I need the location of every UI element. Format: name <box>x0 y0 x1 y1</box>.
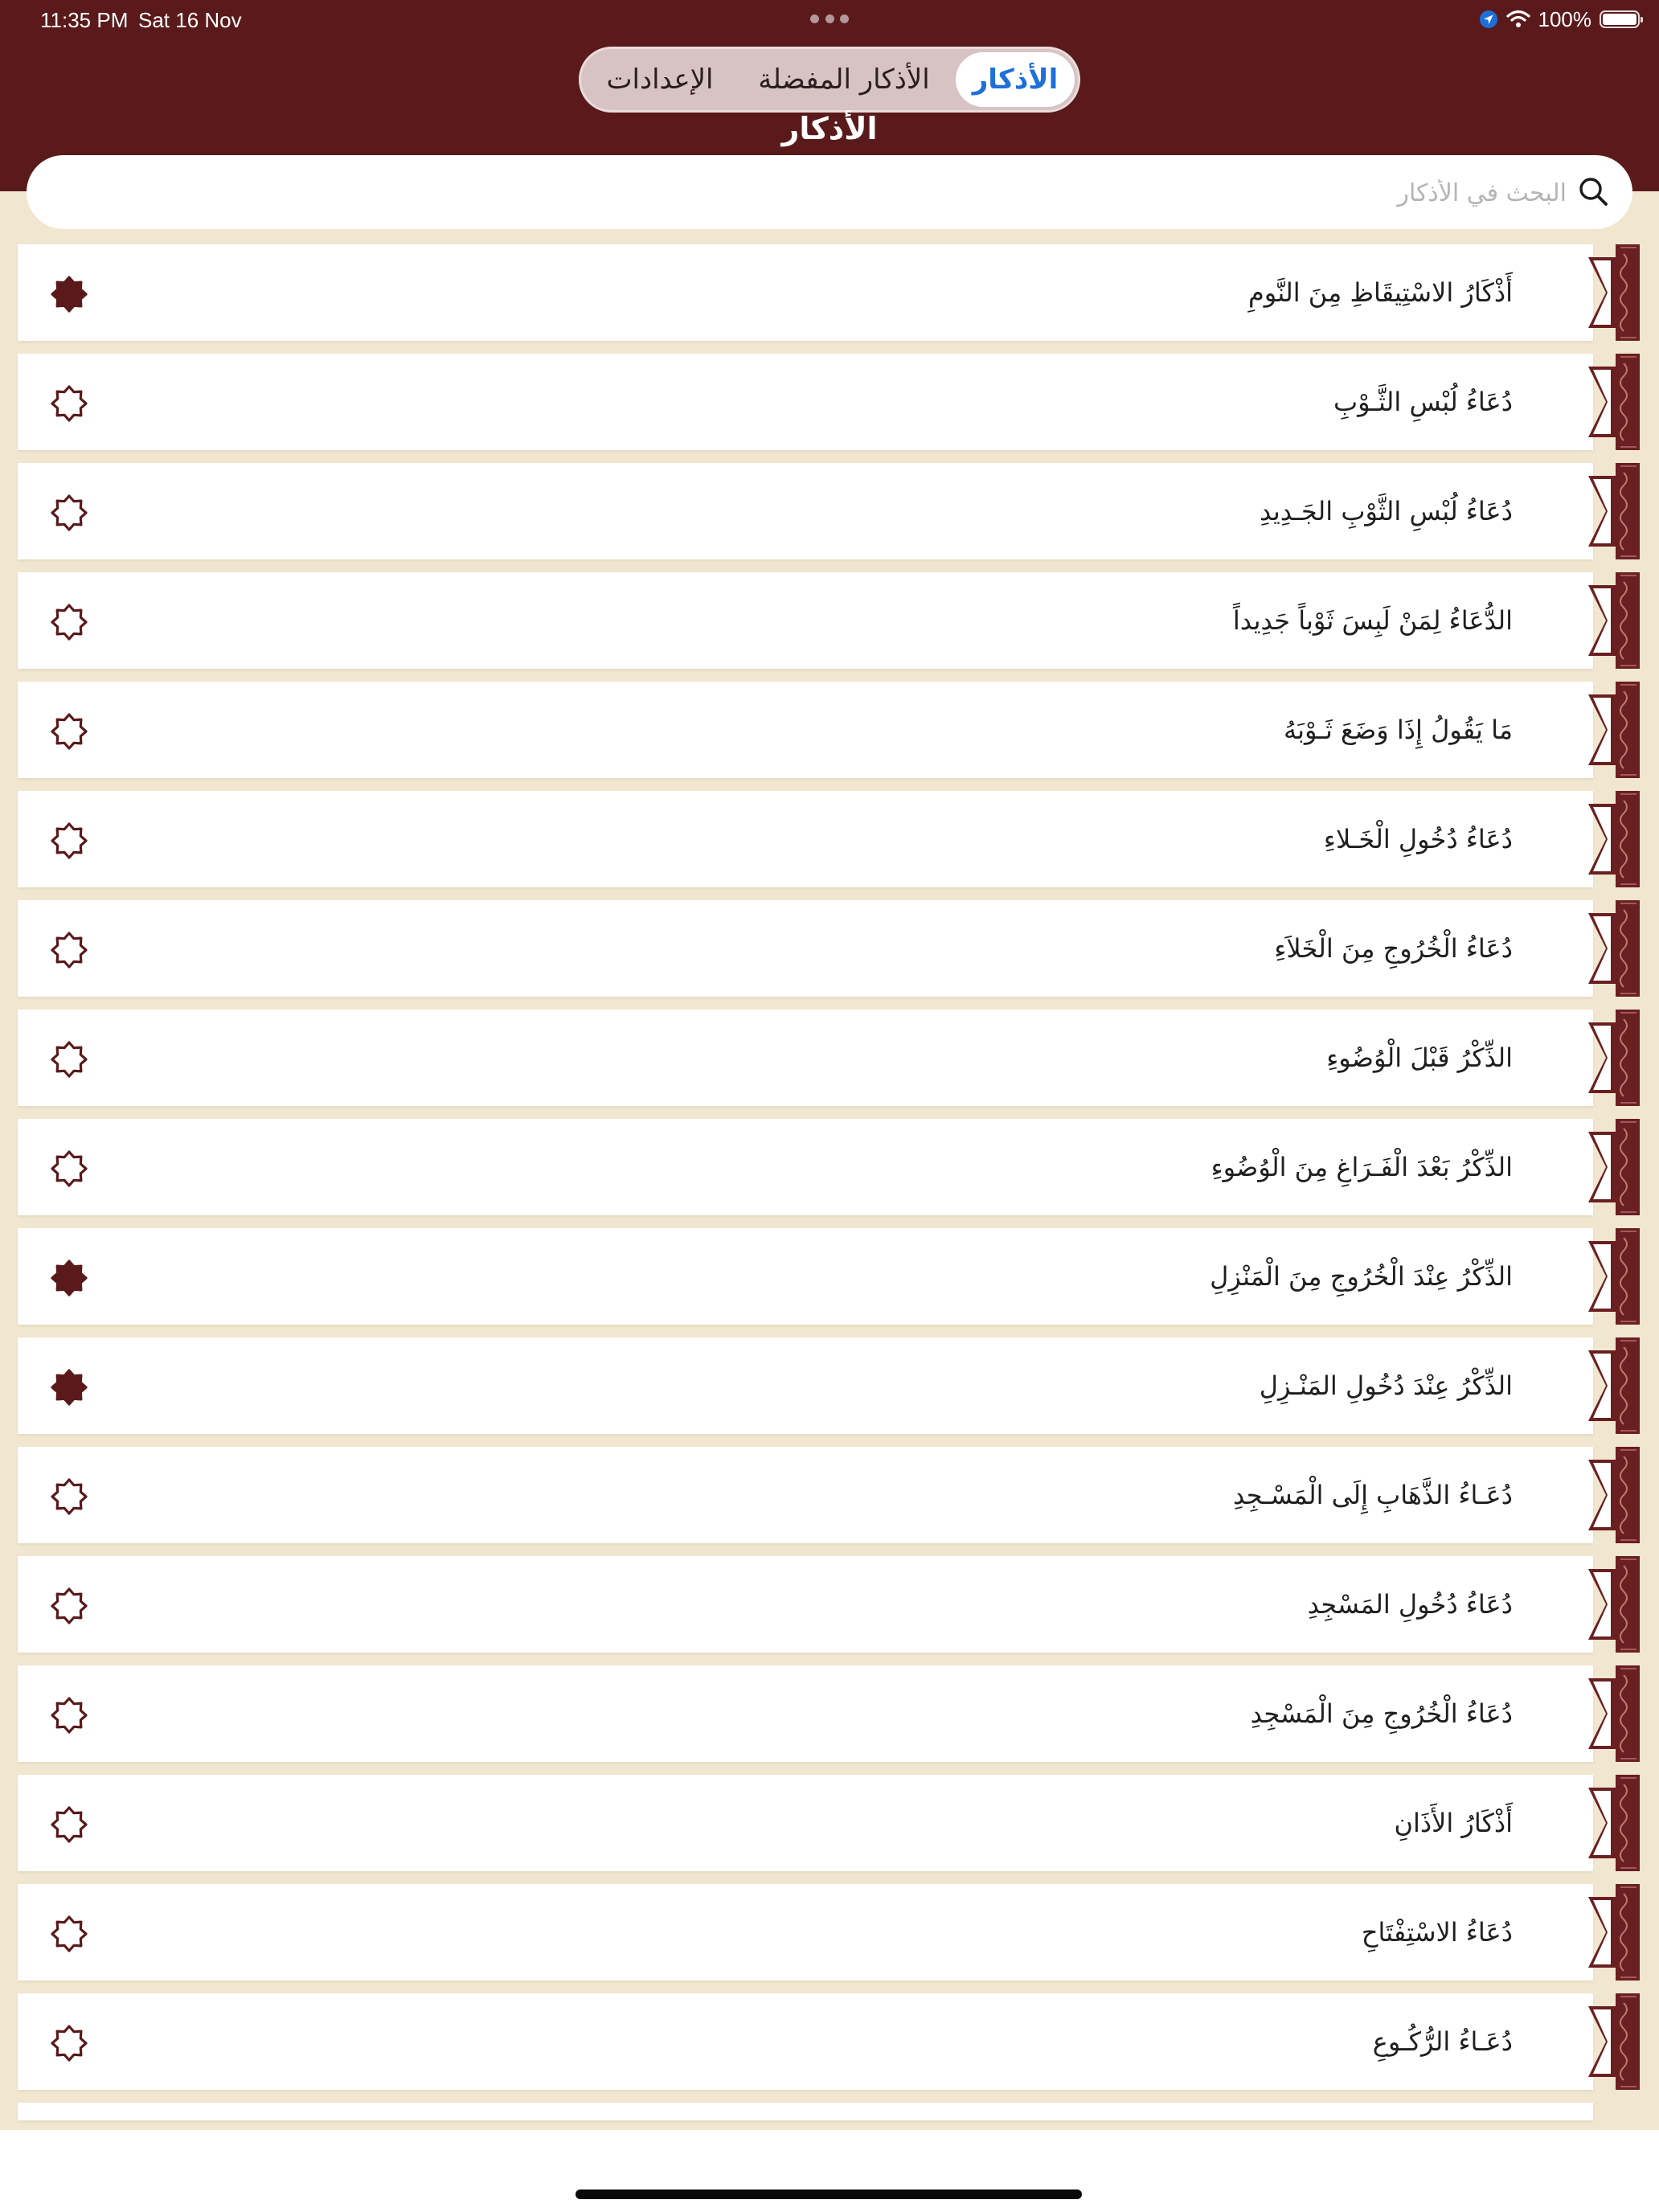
favorite-star-outline-icon[interactable] <box>50 1477 88 1516</box>
row-ornament-ribbon <box>1588 463 1640 559</box>
row-ornament-ribbon <box>1588 1119 1640 1215</box>
list-item-card[interactable] <box>18 1993 1593 2090</box>
row-ornament-ribbon <box>1588 1447 1640 1543</box>
status-time: 11:35 PM <box>40 8 129 32</box>
favorite-star-filled-icon[interactable] <box>50 1368 88 1407</box>
list-item-card[interactable] <box>18 1447 1593 1543</box>
list-item-label: دُعَاءُ لُبْسِ الثَّـوْبِ <box>1333 387 1513 417</box>
list-item-card[interactable] <box>18 682 1593 778</box>
row-ornament-ribbon <box>1588 791 1640 887</box>
favorite-star-outline-icon[interactable] <box>50 2024 88 2062</box>
list-item[interactable] <box>0 354 1659 463</box>
multitasking-dots-icon[interactable] <box>810 14 849 24</box>
search-bar[interactable] <box>27 155 1632 229</box>
list-item[interactable] <box>0 1665 1659 1775</box>
row-ornament-ribbon <box>1588 1337 1640 1434</box>
row-ornament-ribbon <box>1588 244 1640 341</box>
list-item-label: الدُّعَاءُ لِمَنْ لَبِسَ ثَوْباً جَدِيداً <box>1232 605 1513 636</box>
tab-settings[interactable]: الإعدادات <box>606 63 714 96</box>
list-item[interactable] <box>0 1993 1659 2103</box>
list-item-label: دُعَاءُ لُبْسِ الثَّوْبِ الجَـدِيدِ <box>1260 496 1513 526</box>
favorite-star-outline-icon[interactable] <box>50 384 88 423</box>
battery-level <box>1603 14 1636 25</box>
home-indicator[interactable] <box>576 2189 1082 2199</box>
list-item[interactable] <box>0 1556 1659 1665</box>
favorite-star-outline-icon[interactable] <box>50 1696 88 1735</box>
list-item-card[interactable] <box>18 244 1593 341</box>
row-ornament-ribbon <box>1588 1884 1640 1981</box>
row-ornament-ribbon <box>1588 1228 1640 1325</box>
row-ornament-ribbon <box>1588 1993 1640 2090</box>
search-icon <box>1576 174 1610 208</box>
list-item-card[interactable] <box>18 1665 1593 1762</box>
favorite-star-outline-icon[interactable] <box>50 1587 88 1625</box>
list-item[interactable] <box>0 572 1659 682</box>
list-item-card[interactable] <box>18 2103 1593 2120</box>
list-item-label: دُعَاءُ الْخُرُوجِ مِنَ الْمَسْجِدِ <box>1250 1698 1513 1729</box>
list-item[interactable] <box>0 244 1659 354</box>
wifi-icon <box>1506 10 1530 29</box>
favorite-star-outline-icon[interactable] <box>50 712 88 751</box>
page-title: الأذكار <box>781 111 878 146</box>
list-item-label: دُعَـاءُ الذَّهَابِ إِلَى الْمَسْـجِدِ <box>1232 1480 1513 1510</box>
list-item-card[interactable] <box>18 1775 1593 1871</box>
list-item[interactable] <box>0 900 1659 1010</box>
list-item-card[interactable] <box>18 1556 1593 1653</box>
row-ornament-ribbon <box>1588 354 1640 450</box>
list-item[interactable] <box>0 791 1659 900</box>
battery-icon <box>1600 10 1640 28</box>
location-arrow-icon <box>1479 10 1498 29</box>
row-ornament-ribbon <box>1588 572 1640 669</box>
list-item[interactable] <box>0 1228 1659 1337</box>
list-item-card[interactable] <box>18 1119 1593 1215</box>
row-ornament-ribbon <box>1588 682 1640 778</box>
list-item-label: دُعَـاءُ الرُّكُـوعِ <box>1372 2026 1513 2057</box>
list-item[interactable] <box>0 1775 1659 1884</box>
list-item-card[interactable] <box>18 572 1593 669</box>
tab-favorite-athkar[interactable]: الأذكار المفضلة <box>758 63 930 96</box>
athkar-list <box>0 244 1659 2212</box>
favorite-star-outline-icon[interactable] <box>50 931 88 969</box>
favorite-star-outline-icon[interactable] <box>50 1805 88 1844</box>
battery-percentage: 100% <box>1538 6 1591 31</box>
list-item-label: مَا يَقُولُ إِذَا وَضَعَ ثَـوْبَهُ <box>1283 715 1513 745</box>
row-ornament-ribbon <box>1588 900 1640 997</box>
list-item-label: الذِّكْرُ بَعْدَ الْفَـرَاغِ مِنَ الْوُضُوءِ <box>1210 1152 1513 1182</box>
bottom-safe-area <box>0 2130 1659 2212</box>
status-indicators <box>1479 5 1641 34</box>
favorite-star-filled-icon[interactable] <box>50 1259 88 1297</box>
favorite-star-outline-icon[interactable] <box>50 821 88 860</box>
favorite-star-outline-icon[interactable] <box>50 603 88 641</box>
list-item-label: أَذْكَارُ الاسْتِيقَاظِ مِنَ النَّومِ <box>1247 277 1513 308</box>
list-item-card[interactable] <box>18 354 1593 450</box>
search-input[interactable] <box>118 155 1568 231</box>
list-item-label: دُعَاءُ دُخُولِ الْخَـلاءِ <box>1323 824 1513 854</box>
list-item-label: دُعَاءُ الاسْتِفْتَاحِ <box>1361 1917 1513 1948</box>
tab-athkar[interactable]: الأذكار <box>956 52 1075 107</box>
favorite-star-filled-icon[interactable] <box>50 275 88 313</box>
list-item-label: الذِّكْرُ عِنْدَ الْخُرُوجِ مِنَ الْمَنْزِلِ <box>1210 1261 1513 1292</box>
list-item-label: الذِّكْرُ عِنْدَ دُخُولِ المَنْـزِلِ <box>1259 1370 1513 1401</box>
list-item-label: دُعَاءُ الْخُرُوجِ مِنَ الْخَلاَءِ <box>1274 933 1513 964</box>
list-item[interactable] <box>0 1337 1659 1447</box>
favorite-star-outline-icon[interactable] <box>50 494 88 532</box>
list-item-card[interactable] <box>18 791 1593 887</box>
list-item-label: أَذْكَارُ الأَذَانِ <box>1394 1808 1513 1838</box>
list-item-card[interactable] <box>18 1337 1593 1434</box>
list-item-label: دُعَاءُ دُخُولِ المَسْجِدِ <box>1307 1589 1513 1620</box>
favorite-star-outline-icon[interactable] <box>50 1040 88 1079</box>
status-date: Sat 16 Nov <box>138 8 242 32</box>
list-item[interactable] <box>0 463 1659 572</box>
list-item-card[interactable] <box>18 463 1593 559</box>
row-ornament-ribbon <box>1588 1775 1640 1871</box>
list-item[interactable] <box>0 1119 1659 1228</box>
list-item-label: الذِّكْرُ قَبْلَ الْوُضُوءِ <box>1326 1043 1513 1073</box>
row-ornament-ribbon <box>1588 1665 1640 1762</box>
list-item-card[interactable] <box>18 1010 1593 1106</box>
list-item-card[interactable] <box>18 900 1593 997</box>
tab-segmented-control <box>579 47 1080 113</box>
list-item-card[interactable] <box>18 1884 1593 1981</box>
list-item[interactable] <box>0 682 1659 791</box>
list-item[interactable] <box>0 1447 1659 1556</box>
list-item[interactable] <box>0 1010 1659 1119</box>
favorite-star-outline-icon[interactable] <box>50 1915 88 1953</box>
row-ornament-ribbon <box>1588 1556 1640 1653</box>
favorite-star-outline-icon[interactable] <box>50 1149 88 1188</box>
list-item[interactable] <box>0 1884 1659 1993</box>
list-item-card[interactable] <box>18 1228 1593 1325</box>
row-ornament-ribbon <box>1588 1010 1640 1106</box>
